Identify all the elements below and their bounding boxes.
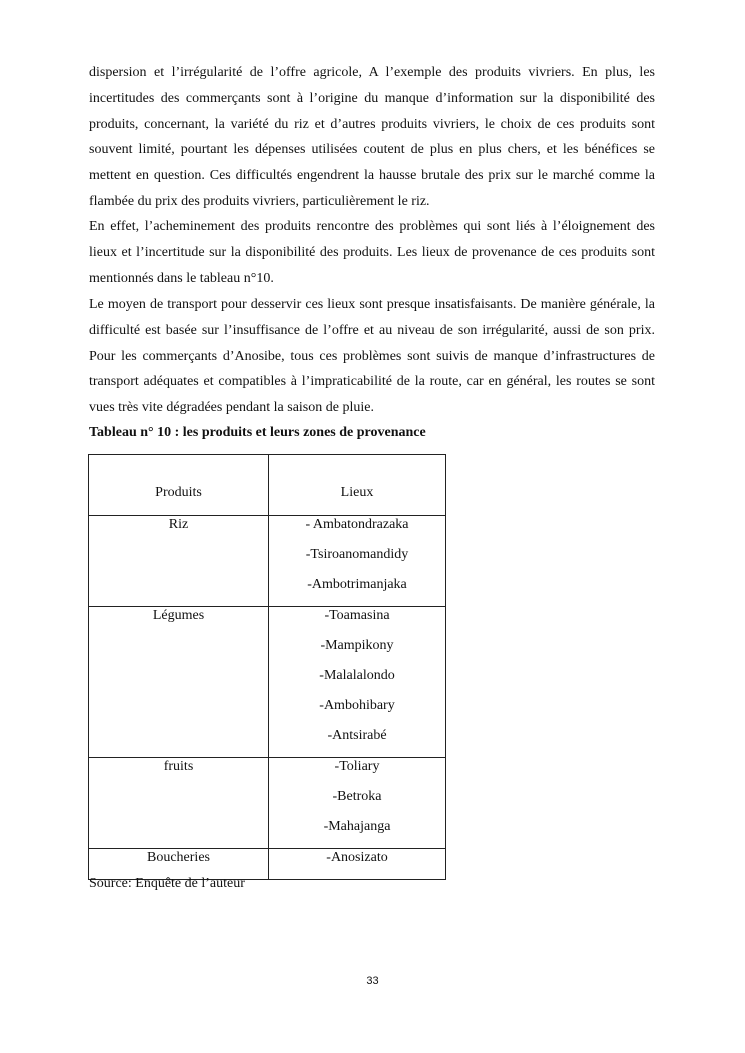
place-item: -Tsiroanomandidy [305,547,409,562]
places-cell [269,849,446,880]
place-item: -Malalalondo [319,668,395,683]
paragraph: Le moyen de transport pour desservir ces lieux sont presque insatisfaisants. De manière générale, la difficulté est basée sur l’insuffisance de l’offre et au niveau de son irrégularité, aussi de son prix. Pour les commerçants d’Anosibe, tous ces problèmes sont suivis de manque d’infrastructures de transport adéquates et compatibles à l’impraticabilité de la route, car en général, les routes se sont vues très vite dégradées pendant la saison de pluie. [89,297,655,416]
table-caption: Tableau n° 10 : les produits et leurs zones de provenance [89,425,426,440]
table-row [89,758,446,849]
product-cell: fruits [89,758,269,849]
place-item: -Anosizato [326,850,388,865]
header-places: Lieux [269,455,446,516]
paragraph: dispersion et l’irrégularité de l’offre agricole, A l’exemple des produits vivriers. En plus, les incertitudes des commerçants sont à l’origine du manque d’information sur la disponibilité des produits, concernant, la variété du riz et d’autres produits vivriers, le choix de ces produits sont souvent limité, pourtant les dépenses utilisées coutent de plus en plus chers, et les bénéfices se mettent en question. Ces difficultés engendrent la hausse brutale des prix sur le marché comme la flambée du prix des produits vivriers, particulièrement le riz. [89,65,655,209]
places-cell [269,758,446,849]
paragraph: En effet, l’acheminement des produits rencontre des problèmes qui sont liés à l’éloignement des lieux et l’incertitude sur la disponibilité des produits. Les lieux de provenance de ces produits sont mentionnés dans le tableau n°10. [89,219,655,286]
product-cell: Riz [89,516,269,607]
place-item: -Mampikony [320,638,394,653]
products-table [88,454,446,880]
place-item: -Ambohibary [319,698,395,713]
page-number: 33 [366,975,379,987]
product-cell: Boucheries [89,849,269,880]
table-row [89,516,446,607]
place-item: -Toliary [334,759,380,774]
place-item: -Mahajanga [323,819,391,834]
places-cell [269,607,446,758]
product-cell: Légumes [89,607,269,758]
header-products: Produits [89,455,269,516]
places-cell [269,516,446,607]
place-item: - Ambatondrazaka [305,517,409,532]
table-source: Source: Enquête de l’auteur [89,876,245,891]
table-header-row [89,455,446,516]
table-row [89,607,446,758]
place-item: -Toamasina [324,608,390,623]
place-item: -Betroka [332,789,382,804]
place-item: -Ambotrimanjaka [307,577,407,592]
place-item: -Antsirabé [327,728,387,743]
